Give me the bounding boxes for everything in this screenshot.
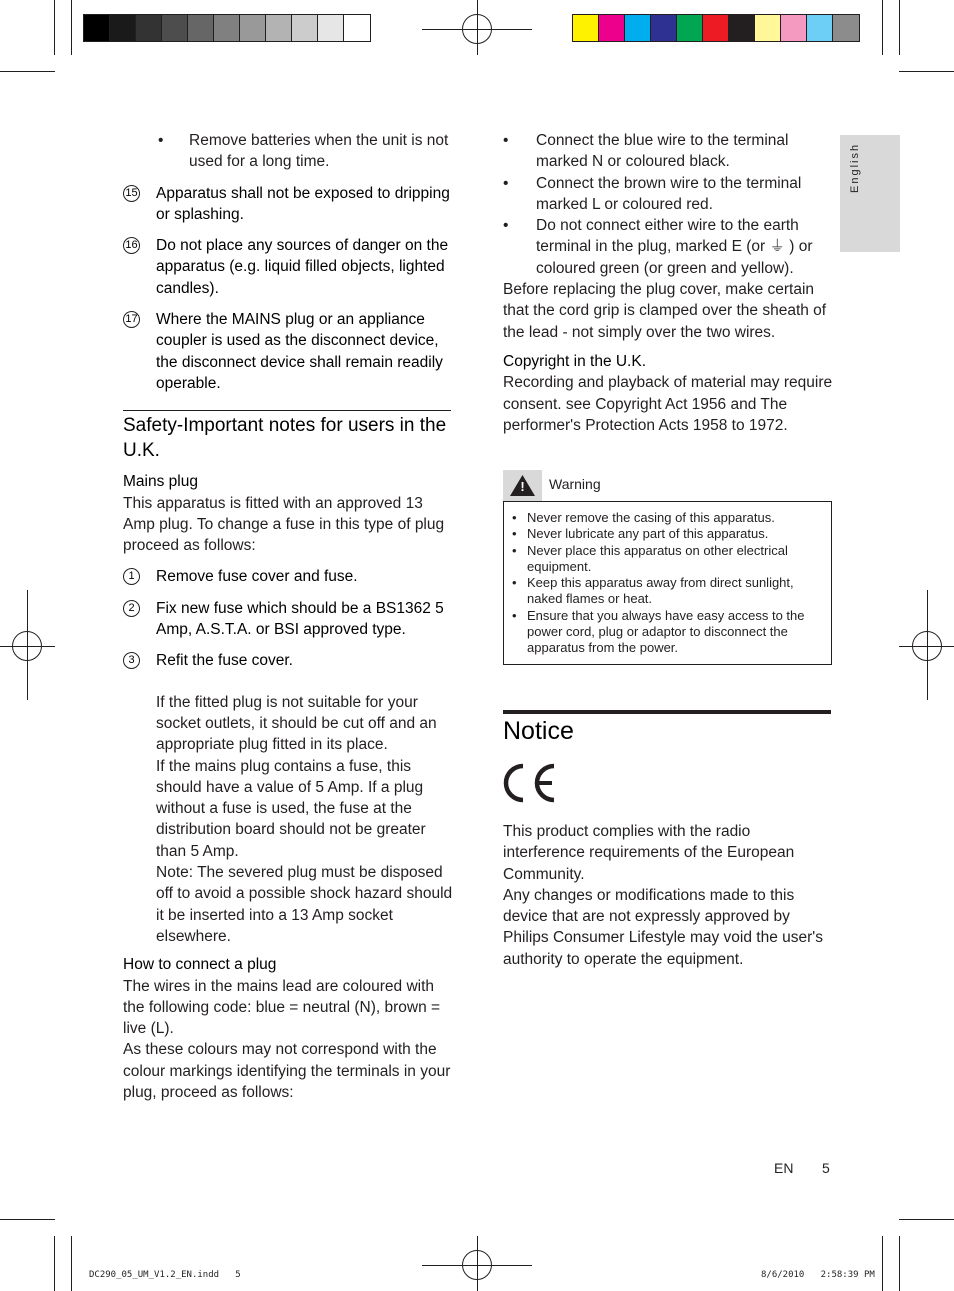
safety-text: Apparatus shall not be exposed to dripping or splashing. [156, 184, 450, 223]
crop-mark [71, 0, 72, 55]
color-swatch [344, 15, 370, 41]
step-number: 1 [123, 568, 140, 585]
crop-mark [54, 0, 55, 55]
notice-body [503, 821, 833, 970]
color-swatch [625, 15, 651, 41]
bullet-glyph: • [512, 510, 517, 525]
bullet-glyph: • [512, 542, 517, 558]
crop-mark [899, 1236, 900, 1291]
mains-plug-text: This apparatus is fitted with an approved 13 Amp plug. To change a fuse in this type of plug proceed as follows: [123, 494, 445, 555]
bullet-glyph: • [158, 132, 164, 149]
notice-text: Any changes or modifications made to this device that are not expressly approved by Philips Consumer Lifestyle may void the user's authority to operate the equipment. [503, 886, 823, 968]
color-swatch [266, 15, 292, 41]
safety-text: Where the MAINS plug or an appliance coupler is used as the disconnect device, the disconnect device shall remain readily operable. [156, 311, 443, 392]
bullet-glyph: • [503, 174, 509, 192]
color-swatch [599, 15, 625, 41]
color-swatch [84, 15, 110, 41]
step-text: Refit the fuse cover. [156, 652, 293, 670]
left-column [123, 130, 453, 1103]
color-swatch [651, 15, 677, 41]
battery-bullet [123, 130, 453, 173]
warning-text: Ensure that you always have easy access to the power cord, plug or adaptor to disconnect the apparatus from the power. [527, 607, 805, 656]
color-swatch [573, 15, 599, 41]
step-3 [123, 650, 453, 671]
safety-item-15 [123, 183, 453, 226]
right-column [503, 130, 833, 436]
warning-box [503, 501, 832, 665]
warning-text: Never remove the casing of this apparatus. [527, 510, 775, 525]
color-swatch [110, 15, 136, 41]
warning-item [504, 543, 823, 576]
safety-item-17 [123, 309, 453, 394]
wire-bullet [503, 173, 833, 216]
wire-bullet [503, 130, 833, 173]
color-swatch [807, 15, 833, 41]
warning-title: Warning [549, 476, 601, 492]
color-swatch [703, 15, 729, 41]
bullet-text: Remove batteries when the unit is not used for a long time. [189, 132, 449, 171]
step-notes [123, 692, 453, 948]
connect-text: As these colours may not correspond with the colour markings identifying the terminals in your plug, proceed as follows: [123, 1041, 451, 1101]
color-swatch [755, 15, 781, 41]
color-swatch [318, 15, 344, 41]
warning-text: Keep this apparatus away from direct sunlight, naked flames or heat. [527, 575, 794, 607]
warning-item [504, 526, 823, 542]
crop-mark [0, 1219, 55, 1220]
crop-mark [0, 71, 55, 72]
bullet-text: Connect the brown wire to the terminal marked L or coloured red. [536, 174, 802, 213]
warning-item [504, 510, 823, 526]
mains-plug-heading: Mains plug [123, 473, 198, 491]
copyright-text: Recording and playback of material may require consent. see Copyright Act 1956 and The performer's Protection Acts 1958 to 1972. [503, 374, 833, 434]
crop-mark [71, 1236, 72, 1291]
warning-item [504, 608, 823, 657]
step-text: Remove fuse cover and fuse. [156, 568, 358, 586]
bullet-glyph: • [512, 526, 517, 542]
crop-mark [899, 1219, 954, 1220]
bullet-glyph: • [503, 132, 509, 149]
copyright-heading: Copyright in the U.K. [503, 352, 647, 370]
color-swatch [729, 15, 755, 41]
step-note: Note: The severed plug must be disposed off to avoid a possible shock hazard should it be inserted into a 13 Amp socket elsewhere. [156, 864, 453, 945]
step-1 [123, 566, 453, 587]
wire-bullet [503, 215, 833, 279]
number-badge: 15 [123, 185, 140, 202]
color-swatch [292, 15, 318, 41]
connect-plug-heading: How to connect a plug [123, 956, 277, 974]
crop-mark [882, 1236, 883, 1291]
bullet-glyph: • [512, 575, 517, 591]
notice-heading: Notice [503, 717, 574, 745]
gray-calibration-bar [83, 14, 371, 42]
color-swatch [781, 15, 807, 41]
language-side-tab [840, 135, 900, 252]
bullet-glyph: • [503, 217, 509, 235]
step-number: 3 [123, 652, 140, 669]
crop-mark [882, 0, 883, 55]
crop-mark [899, 0, 900, 55]
uk-safety-heading: Safety-Important notes for users in the U.K. [123, 415, 447, 462]
step-number: 2 [123, 600, 140, 617]
notice-rule [503, 710, 831, 714]
bullet-text: Connect the blue wire to the terminal marked N or coloured black. [536, 132, 789, 171]
before-replacing-text: Before replacing the plug cover, make certain that the cord grip is clamped over the sheath of the lead - not simply over the two wires. [503, 281, 827, 341]
safety-text: Do not place any sources of danger on the apparatus (e.g. liquid filled objects, lighted candles). [156, 237, 449, 297]
color-calibration-bar [572, 14, 860, 42]
color-swatch [214, 15, 240, 41]
color-swatch [240, 15, 266, 41]
color-swatch [162, 15, 188, 41]
color-swatch [136, 15, 162, 41]
step-2 [123, 598, 453, 641]
warning-header [503, 470, 832, 501]
side-tab-label: English [849, 142, 861, 193]
warning-icon-glyph: ! [520, 479, 525, 494]
bullet-glyph: • [512, 607, 517, 623]
slug-file: DC290_05_UM_V1.2_EN.indd 5 [89, 1270, 241, 1280]
warning-text: Never lubricate any part of this apparatus. [527, 526, 769, 542]
color-swatch [677, 15, 703, 41]
slug-date: 8/6/2010 2:58:39 PM [761, 1270, 875, 1280]
number-badge: 17 [123, 311, 140, 328]
notice-text: This product complies with the radio interference requirements of the European Community. [503, 823, 795, 883]
crop-mark [54, 1236, 55, 1291]
number-badge: 16 [123, 237, 140, 254]
footer-page-number: 5 [822, 1160, 830, 1176]
step-text: Fix new fuse which should be a BS1362 5 Amp, A.S.T.A. or BSI approved type. [156, 599, 444, 639]
bullet-text: Do not connect either wire to the earth terminal in the plug, marked E (or ⏚ ) or coloured green (or green and yellow). [536, 217, 813, 277]
warning-icon [503, 470, 542, 501]
color-swatch [833, 15, 859, 41]
safety-item-16 [123, 235, 453, 299]
step-note: If the mains plug contains a fuse, this should have a value of 5 Amp. If a plug without a fuse is used, the fuse at the distribution board should not be greater than 5 Amp. [156, 757, 426, 860]
ce-mark-icon [503, 762, 559, 809]
step-note: If the fitted plug is not suitable for your socket outlets, it should be cut off and an appropriate plug fitted in its place. [156, 693, 437, 754]
footer-lang: EN [774, 1160, 794, 1176]
section-divider [123, 410, 451, 411]
color-swatch [188, 15, 214, 41]
connect-text: The wires in the mains lead are coloured with the following code: blue = neutral (N), brown = live (L). [123, 977, 441, 1038]
warning-item [504, 575, 823, 608]
crop-mark [899, 71, 954, 72]
warning-text: Never place this apparatus on other electrical equipment. [527, 542, 788, 574]
